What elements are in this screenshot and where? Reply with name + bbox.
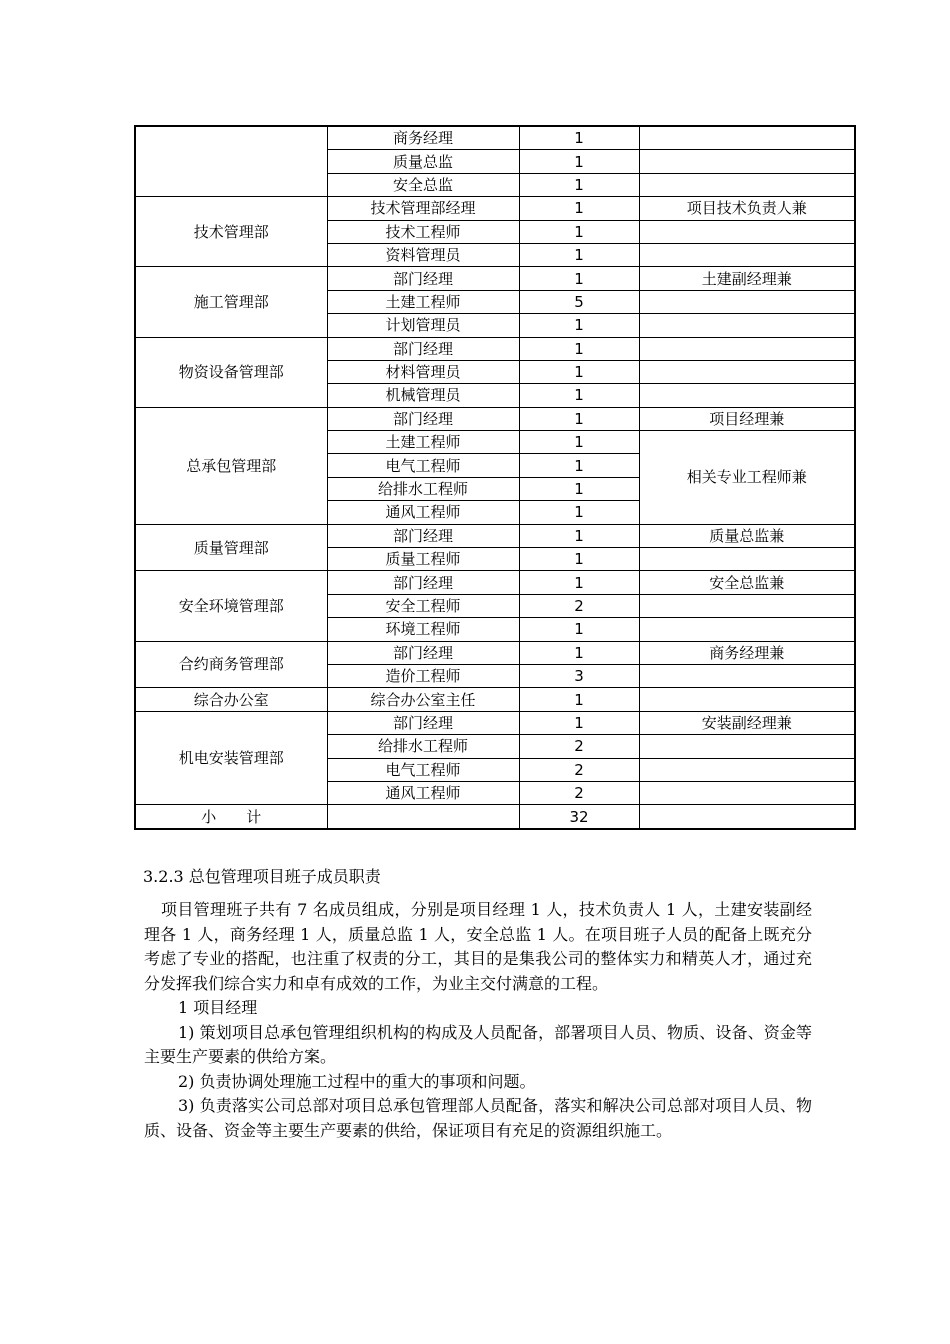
position-cell: 部门经理	[327, 267, 519, 290]
position-cell: 给排水工程师	[327, 735, 519, 758]
position-cell: 部门经理	[327, 571, 519, 594]
count-cell: 1	[519, 197, 639, 220]
subtotal-count: 32	[519, 805, 639, 829]
note-cell	[639, 243, 855, 266]
count-cell: 1	[519, 524, 639, 547]
position-cell: 技术工程师	[327, 220, 519, 243]
note-cell	[639, 290, 855, 313]
note-cell	[639, 314, 855, 337]
count-cell: 1	[519, 641, 639, 664]
position-cell: 电气工程师	[327, 758, 519, 781]
position-cell: 安全总监	[327, 173, 519, 196]
note-cell	[639, 688, 855, 711]
body-text	[144, 898, 812, 1143]
position-cell: 材料管理员	[327, 360, 519, 383]
position-cell: 商务经理	[327, 126, 519, 150]
note-cell	[639, 126, 855, 150]
note-cell	[639, 735, 855, 758]
note-cell: 商务经理兼	[639, 641, 855, 664]
count-cell: 1	[519, 243, 639, 266]
count-cell: 3	[519, 664, 639, 687]
note-cell	[639, 384, 855, 407]
position-cell: 质量总监	[327, 150, 519, 173]
note-cell	[639, 337, 855, 360]
table-row	[135, 267, 855, 290]
position-cell: 土建工程师	[327, 290, 519, 313]
count-cell: 1	[519, 454, 639, 477]
dept-cell: 合约商务管理部	[135, 641, 327, 688]
staffing-table	[134, 125, 856, 830]
count-cell: 1	[519, 150, 639, 173]
note-cell: 质量总监兼	[639, 524, 855, 547]
table-row	[135, 688, 855, 711]
dept-cell: 综合办公室	[135, 688, 327, 711]
dept-cell: 技术管理部	[135, 197, 327, 267]
count-cell: 1	[519, 501, 639, 524]
table-row	[135, 571, 855, 594]
position-cell	[327, 805, 519, 829]
dept-cell: 施工管理部	[135, 267, 327, 337]
dept-cell: 机电安装管理部	[135, 711, 327, 805]
note-cell	[639, 360, 855, 383]
count-cell: 1	[519, 314, 639, 337]
note-cell	[639, 781, 855, 804]
position-cell: 通风工程师	[327, 501, 519, 524]
position-cell: 通风工程师	[327, 781, 519, 804]
section-title: 3.2.3 总包管理项目班子成员职责	[143, 867, 381, 886]
count-cell: 1	[519, 407, 639, 430]
note-cell: 安装副经理兼	[639, 711, 855, 734]
note-cell: 土建副经理兼	[639, 267, 855, 290]
table-row	[135, 337, 855, 360]
duty-item-1: 1) 策划项目总承包管理组织机构的构成及人员配备，部署项目人员、物质、设备、资金等主要生产要素的供给方案。	[144, 1022, 812, 1066]
position-cell: 部门经理	[327, 641, 519, 664]
position-cell: 综合办公室主任	[327, 688, 519, 711]
duty-item-3: 3) 负责落实公司总部对项目总承包管理部人员配备，落实和解决公司总部对项目人员、物质、设备、资金等主要生产要素的供给，保证项目有充足的资源组织施工。	[144, 1096, 812, 1140]
position-cell: 电气工程师	[327, 454, 519, 477]
note-cell	[639, 548, 855, 571]
count-cell: 1	[519, 477, 639, 500]
note-cell	[639, 150, 855, 173]
note-cell	[639, 664, 855, 687]
count-cell: 1	[519, 360, 639, 383]
note-cell	[639, 618, 855, 641]
position-cell: 资料管理员	[327, 243, 519, 266]
position-cell: 给排水工程师	[327, 477, 519, 500]
count-cell: 1	[519, 267, 639, 290]
dept-cell: 物资设备管理部	[135, 337, 327, 407]
count-cell: 1	[519, 688, 639, 711]
table-row	[135, 197, 855, 220]
subtotal-label: 小 计	[135, 805, 327, 829]
count-cell: 2	[519, 781, 639, 804]
count-cell: 1	[519, 126, 639, 150]
position-cell: 安全工程师	[327, 594, 519, 617]
dept-cell: 安全环境管理部	[135, 571, 327, 641]
subheading-project-manager: 1 项目经理	[178, 998, 258, 1017]
count-cell: 1	[519, 618, 639, 641]
count-cell: 2	[519, 758, 639, 781]
count-cell: 1	[519, 571, 639, 594]
dept-cell: 总承包管理部	[135, 407, 327, 524]
duty-item-2: 2) 负责协调处理施工过程中的重大的事项和问题。	[178, 1071, 536, 1091]
table-row	[135, 524, 855, 547]
note-cell: 项目经理兼	[639, 407, 855, 430]
note-cell: 项目技术负责人兼	[639, 197, 855, 220]
note-cell	[639, 758, 855, 781]
subtotal-row	[135, 805, 855, 829]
position-cell: 土建工程师	[327, 431, 519, 454]
count-cell: 2	[519, 594, 639, 617]
position-cell: 部门经理	[327, 524, 519, 547]
table-row	[135, 407, 855, 430]
count-cell: 1	[519, 337, 639, 360]
note-cell: 安全总监兼	[639, 571, 855, 594]
note-cell	[639, 805, 855, 829]
position-cell: 质量工程师	[327, 548, 519, 571]
dept-cell: 质量管理部	[135, 524, 327, 571]
note-cell	[639, 220, 855, 243]
count-cell: 1	[519, 384, 639, 407]
count-cell: 1	[519, 173, 639, 196]
position-cell: 部门经理	[327, 337, 519, 360]
count-cell: 1	[519, 711, 639, 734]
position-cell: 部门经理	[327, 407, 519, 430]
table-row	[135, 711, 855, 734]
count-cell: 1	[519, 220, 639, 243]
table-row	[135, 641, 855, 664]
count-cell: 1	[519, 431, 639, 454]
position-cell: 计划管理员	[327, 314, 519, 337]
count-cell: 2	[519, 735, 639, 758]
note-cell	[639, 594, 855, 617]
count-cell: 1	[519, 548, 639, 571]
position-cell: 部门经理	[327, 711, 519, 734]
position-cell: 技术管理部经理	[327, 197, 519, 220]
note-cell	[639, 173, 855, 196]
count-cell: 5	[519, 290, 639, 313]
position-cell: 机械管理员	[327, 384, 519, 407]
intro-paragraph: 项目管理班子共有 7 名成员组成，分别是项目经理 1 人，技术负责人 1 人，土建安装副经理各 1 人，商务经理 1 人，质量总监 1 人，安全总监 1 人。在项目班子人员的配备上既充分考虑了专业的搭配，也注重了权责的分工，其目的是集我公司的整体实力和精英人才，通过充分发挥我们综合实力和卓有成效的工作，为业主交付满意的工程。	[144, 900, 812, 993]
dept-cell	[135, 126, 327, 197]
position-cell: 环境工程师	[327, 618, 519, 641]
position-cell: 造价工程师	[327, 664, 519, 687]
table-row	[135, 126, 855, 150]
note-cell: 相关专业工程师兼	[639, 431, 855, 525]
